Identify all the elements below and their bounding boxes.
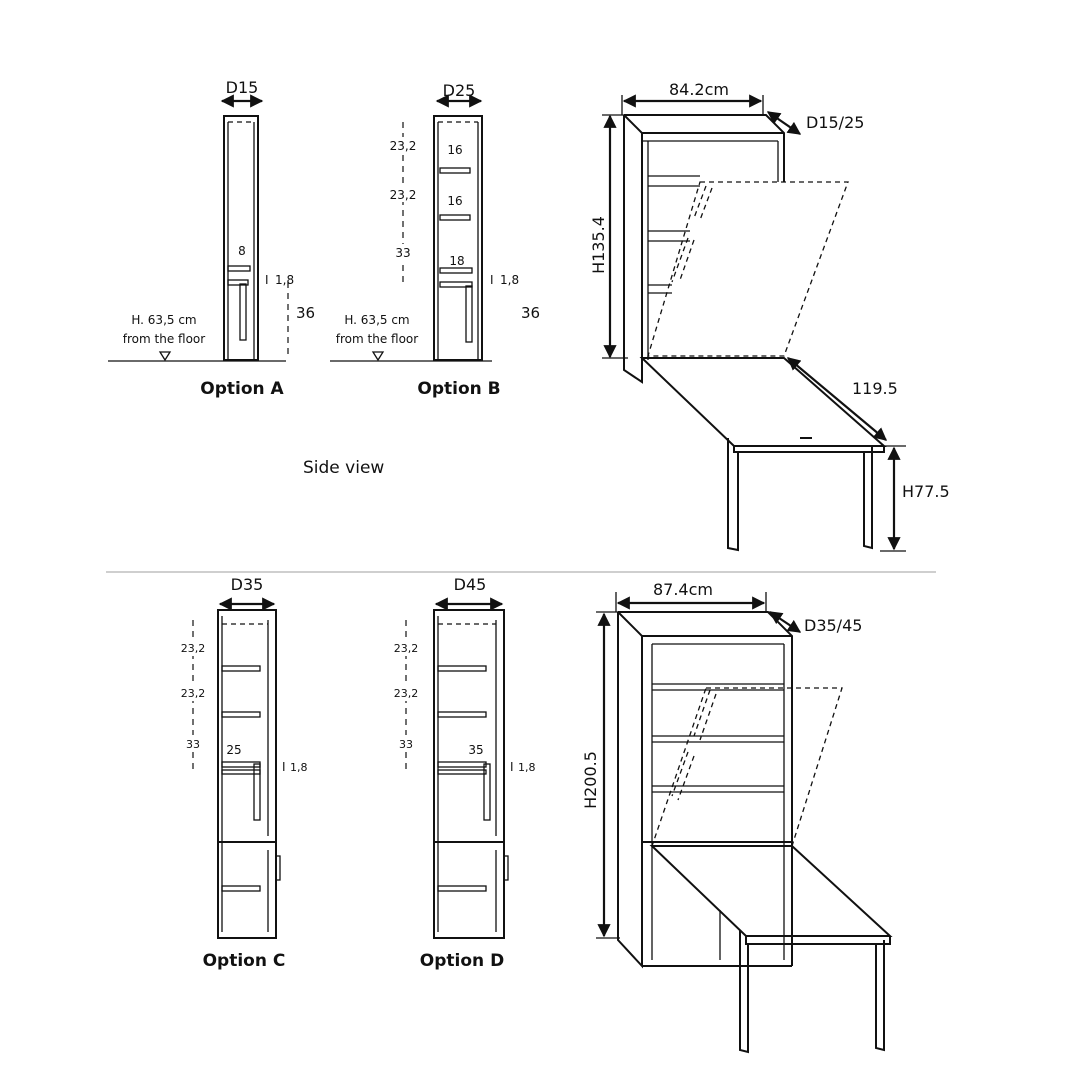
shelf-label: 35: [468, 743, 484, 757]
height-label: H135.4: [589, 216, 608, 274]
option-title: Option B: [417, 379, 501, 399]
option-title: Option D: [419, 951, 505, 971]
spacing-label: 33: [395, 246, 411, 260]
option-a-side-view: [108, 78, 315, 399]
shelf: [228, 266, 250, 271]
table-leg-left: [740, 930, 748, 1052]
spacing-label: 23,2: [180, 642, 206, 655]
thickness-mark: Ι: [282, 760, 286, 774]
fold-out-panel: [240, 284, 246, 340]
spacing-label: 23,2: [389, 139, 417, 153]
height-label: H200.5: [581, 751, 600, 809]
depth-label: D45: [453, 575, 487, 594]
side-view-label: Side view: [303, 458, 385, 478]
table-length-label: 119.5: [852, 379, 898, 398]
shelf: [222, 666, 260, 671]
option-d-side-view: [390, 575, 536, 971]
depth-label: D35: [230, 575, 264, 594]
depth-label: D35/45: [804, 616, 863, 635]
fold-out-panel: [254, 764, 260, 820]
depth-label: D15/25: [806, 113, 865, 132]
shelf-label: 16: [447, 194, 463, 208]
panel-folding-path: [652, 688, 842, 846]
height-dim: 36: [296, 304, 316, 322]
spacing-label: 33: [186, 738, 200, 751]
shelf: [222, 712, 260, 717]
option-title: Option C: [202, 951, 286, 971]
floor-note-line1: H. 63,5 cm: [344, 313, 410, 327]
shelf-label: 16: [447, 143, 463, 157]
cabinet-outline: [224, 116, 258, 360]
fold-out-panel: [466, 286, 472, 342]
shelf: [648, 176, 700, 186]
table-top: [642, 358, 884, 446]
spacing-label: 23,2: [180, 687, 206, 700]
option-b-side-view: [330, 81, 540, 399]
thickness-label: 1,8: [290, 761, 308, 774]
shelf: [652, 684, 784, 690]
shelf-label: 8: [238, 244, 246, 258]
shelf: [438, 712, 486, 717]
table-height-label: H77.5: [902, 482, 950, 501]
table-length-arrow: [788, 358, 886, 440]
spacing-label: 23,2: [393, 642, 419, 655]
depth-label: D25: [442, 81, 476, 100]
shelf-label: 18: [449, 254, 465, 268]
thickness-label: 1,8: [500, 273, 520, 287]
shelf: [438, 666, 486, 671]
spacing-label: 23,2: [389, 188, 417, 202]
door-handle: [276, 856, 280, 880]
perspective-small-unit: [589, 80, 950, 551]
thickness-mark: Ι: [510, 760, 514, 774]
shelf: [222, 886, 260, 891]
depth-label: D15: [225, 78, 259, 97]
shelf: [440, 268, 472, 273]
floor-marker-icon: [373, 352, 383, 360]
width-label: 87.4cm: [652, 580, 714, 599]
floor-note-line2: from the floor: [335, 332, 419, 346]
table-leg-left: [728, 438, 738, 550]
option-title: Option A: [200, 379, 284, 399]
shelf: [440, 168, 470, 173]
height-dim: 36: [521, 304, 541, 322]
thickness-label: 1,8: [518, 761, 536, 774]
floor-note-line2: from the floor: [122, 332, 206, 346]
thickness-mark: Ι: [265, 273, 269, 287]
spacing-label: 33: [399, 738, 413, 751]
perspective-tall-unit: [581, 580, 890, 1052]
shelf-label: 25: [226, 743, 242, 757]
table-leg-right: [876, 940, 884, 1050]
shelf: [652, 736, 784, 742]
shelf: [438, 770, 486, 774]
shelf: [438, 762, 486, 767]
fold-out-panel: [484, 764, 490, 820]
shelf: [440, 215, 470, 220]
shelf: [438, 886, 486, 891]
cabinet-top: [618, 612, 792, 966]
panel-folding-path: [648, 182, 848, 356]
option-c-side-view: [178, 575, 308, 971]
cabinet-side: [624, 115, 642, 382]
cabinet-side: [618, 612, 642, 966]
door-handle: [504, 856, 508, 880]
table-top: [652, 846, 890, 936]
spacing-label: 23,2: [393, 687, 419, 700]
floor-note-line1: H. 63,5 cm: [131, 313, 197, 327]
thickness-mark: Ι: [490, 273, 494, 287]
floor-marker-icon: [160, 352, 170, 360]
thickness-label: 1,8: [275, 273, 295, 287]
width-label: 84.2cm: [668, 80, 730, 99]
table-leg-right: [864, 446, 872, 548]
